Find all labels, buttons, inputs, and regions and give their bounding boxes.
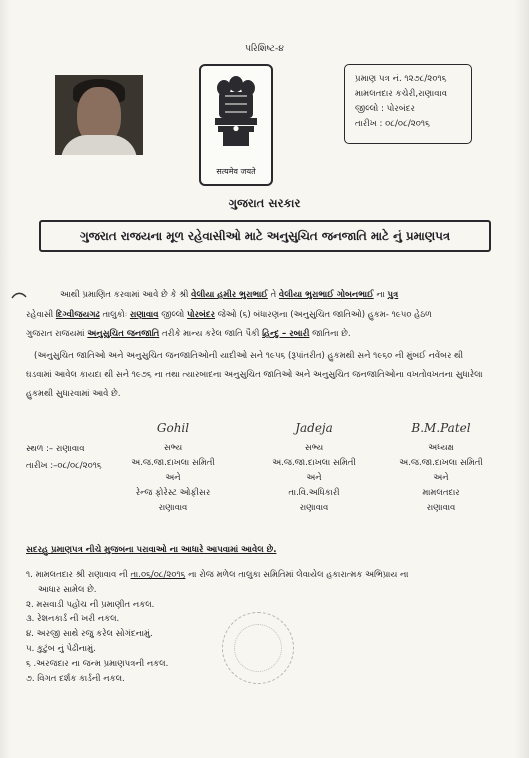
signature: B.M.Patel <box>411 421 471 435</box>
reference-line: મામલતદાર કચેરી,રાણાવાવ <box>355 89 448 99</box>
body-line-3 <box>26 329 351 339</box>
signatory-place: રાણાવાવ <box>158 503 188 513</box>
caste: હિન્દુ – રબારી <box>262 329 310 339</box>
annexure-label: પરિશિષ્ટ-૪ <box>245 44 284 54</box>
certificate-title: ગુજરાત રાજયના મૂળ રહેવાસીઓ માટે અનુસુચિત જનજાતિ માટે નું પ્રમાણપત્ર <box>39 220 491 252</box>
body-text: આથી પ્રમાણિત કરવામાં આવે છે કે શ્રી <box>60 290 189 300</box>
body-text: તાલુકોઃ <box>102 310 128 320</box>
signatory-office: મામલતદાર <box>422 488 460 498</box>
signatory-role: અધ્યક્ષ <box>428 443 454 453</box>
list-item: ૫. કુટુંબ નું પેઢીનામું. <box>26 643 96 654</box>
list-text: ના રોજ મળેલ તાલુકા સમિતિમાં લેવાયેલ હકારાત્મક અભિપ્રાય ના <box>188 570 409 580</box>
reference-line: તારીખ : ૦૮/૦૮/૨૦૧૬ <box>355 119 430 129</box>
district-name: પોરબંદર <box>187 310 216 320</box>
signatory-place: રાણાવાવ <box>426 503 456 513</box>
reference-line: પ્રમાણ પત્ર નં. ૧૨૭૮/૨૦૧૬ <box>355 74 447 84</box>
government-heading: ગુજરાત સરકાર <box>228 196 301 210</box>
body-line-2 <box>26 310 432 320</box>
signature: Jadeja <box>295 421 333 435</box>
body-text: તરીકે માન્ય કરેલ જાતિ પૈકી <box>161 329 260 339</box>
date-label: તારીખ :–૦૮/૦૮/૨૦૧૬ <box>26 461 102 471</box>
office-seal-stamp <box>222 612 294 684</box>
signatory-and: અને <box>433 473 449 483</box>
reference-box <box>344 64 472 144</box>
village-name: દિગ્વીજયગઢ <box>55 310 100 320</box>
punch-hole-mark-icon <box>10 292 28 302</box>
body-line-1 <box>60 290 398 300</box>
signatory-office: તા.વિ.અધિકારી <box>288 488 340 498</box>
committee-date: તા.૦૬/૦૮/૨૦૧૬ <box>130 570 186 580</box>
reference-line: જીલ્લો : પોરબંદર <box>355 104 415 114</box>
ashoka-emblem-icon <box>201 66 271 162</box>
father-name: વેલીયા ભુરાભાઈ ગોબનભાઈ <box>278 290 374 300</box>
national-emblem-box <box>199 64 273 186</box>
place-label: સ્થળ :– રાણાવાવ <box>26 444 85 454</box>
signatory-chairman <box>376 421 506 516</box>
signatory-role: સભ્ય <box>163 443 183 453</box>
body-text: રહેવાસી <box>26 310 54 320</box>
list-item: આધાર સામેલ છે. <box>38 584 97 595</box>
body-line-6: હુકમથી સુધારવામાં આવે છે. <box>26 389 121 399</box>
category: અનુસુચિત જનજાતિ <box>87 329 160 339</box>
body-text: ના <box>376 290 385 300</box>
evidence-heading: સદરહુ પ્રમાણપત્ર નીચે મુજબના પરાવાઓ ના આધારે આપવામાં આવેલ છે. <box>26 545 277 555</box>
signatory-committee: અ.જ.જા.દાખલા સમિતી <box>272 458 356 468</box>
signatory-member-2 <box>249 421 379 516</box>
body-line-5: ઘડવામાં આવેલ કાયદા થી સને ૧૯૭૬ ના તથા ત્યારબાદના અનુસુચિત જાતિઓ અને અનુસુચિત જનજાતિઓના વખતોવખતના સુધારેલા <box>26 370 483 380</box>
body-text: જાતિના છે. <box>312 329 351 339</box>
signatory-committee: અ.જ.જા.દાખલા સમિતી <box>131 458 215 468</box>
signatory-and: અને <box>306 473 322 483</box>
body-text: જેઓ (૬) બંધારણના (અનુસુચિત જાતિઓ) હુકમ- ૧૯૫૦ હેઠળ <box>217 310 432 320</box>
body-text: તે <box>270 290 277 300</box>
body-line-4: (અનુસુચિત જાતિઓ અને અનુસુચિત જનજાતિઓની યાદીઓ સને ૧૯૫૬ (રૂપાંતરીત) હુકમથી સને ૧૯૬૦ ની મુંબઈ નવેંબર થી <box>34 351 464 361</box>
evidence-item-1 <box>26 568 408 583</box>
list-item: ૩. રેશનકાર્ડ ની ખરી નકલ. <box>26 614 120 625</box>
applicant-name: વેલીયા હમીર ભુરાભાઈ <box>191 290 268 300</box>
signatory-and: અને <box>165 473 181 483</box>
list-text: ૧. મામલતદાર શ્રી રાણાવાવ ની <box>26 570 128 580</box>
relation: પુત્ર <box>387 290 399 300</box>
body-text: જીલ્લો <box>161 310 185 320</box>
evidence-list <box>26 568 408 686</box>
taluka-name: રાણાવાવ <box>129 310 159 320</box>
signatory-office: રેન્જ ફોરેસ્ટ ઓફીસર <box>135 488 211 498</box>
list-item: ૨. મસવાડી પહોંચ ની પ્રમાણીત નકલ. <box>26 599 155 610</box>
signatory-committee: અ.જ.જા.દાખલા સમિતી <box>399 458 483 468</box>
signatory-place: રાણાવાવ <box>299 503 329 513</box>
signature: Gohil <box>156 421 190 435</box>
motto-text: सत्यमेव जयते <box>216 167 256 176</box>
applicant-photo <box>55 75 143 155</box>
list-item: ૪. અરજી સાથે રજુ કરેલ સોગંદનામું. <box>26 629 153 640</box>
signatory-member-1 <box>108 421 238 516</box>
list-item: ૭. વિગત દર્શક કાર્ડની નકલ. <box>26 673 125 684</box>
body-text: ગુજરાત રાજયમાં <box>26 329 85 339</box>
list-item: ૬ .અરજદાર ના જન્મ પ્રમાણપત્રની નકલ. <box>26 658 169 669</box>
signatory-role: સભ્ય <box>304 443 324 453</box>
